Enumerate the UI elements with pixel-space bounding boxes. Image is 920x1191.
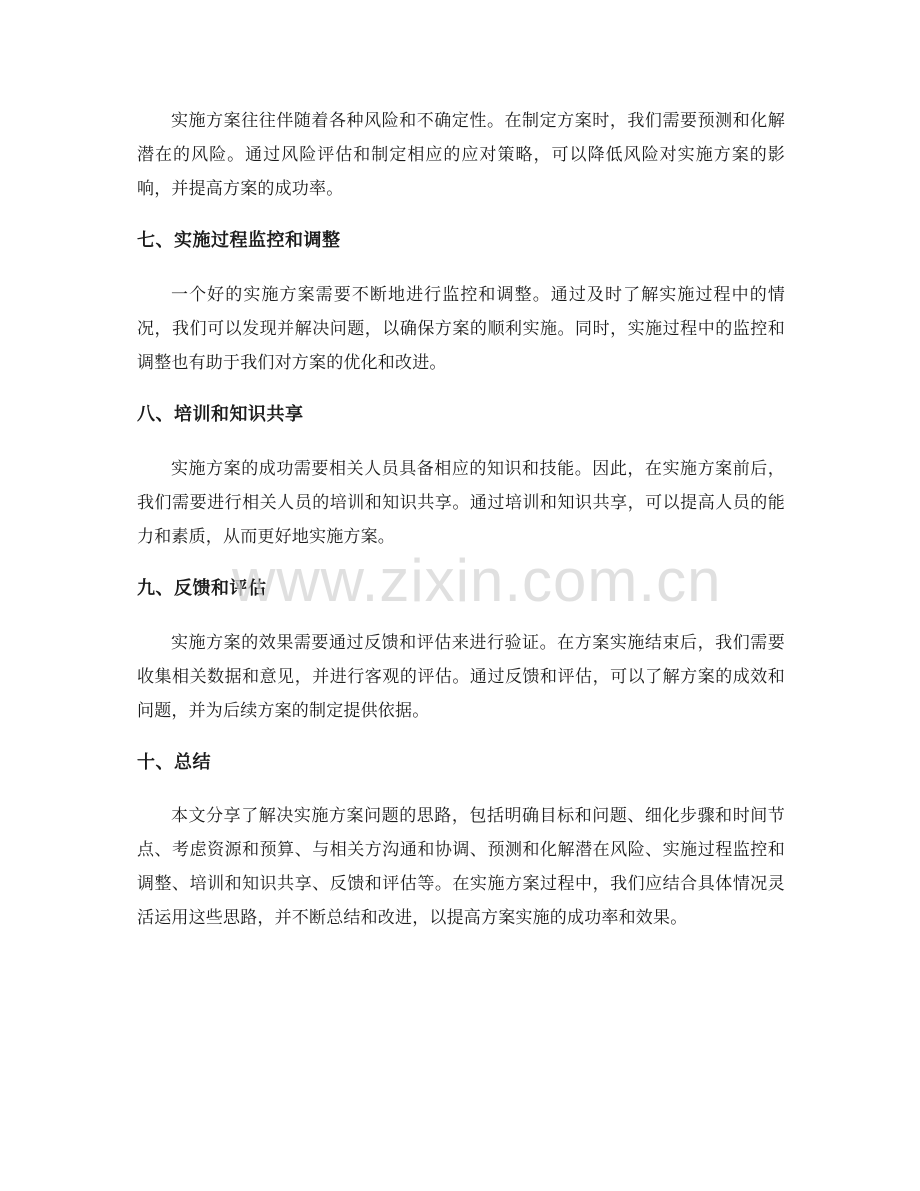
section-9 xyxy=(137,574,785,604)
intro-block xyxy=(137,104,785,206)
section-8-body xyxy=(137,452,785,554)
section-7 xyxy=(137,226,785,256)
section-10 xyxy=(137,748,785,778)
section-heading: 七、实施过程监控和调整 xyxy=(137,230,341,251)
intro-paragraph: 实施方案往往伴随着各种风险和不确定性。在制定方案时，我们需要预测和化解潜在的风险。通过风险评估和制定相应的应对策略，可以降低风险对实施方案的影响，并提高方案的成功率。 xyxy=(137,111,785,199)
section-paragraph: 本文分享了解决实施方案问题的思路，包括明确目标和问题、细化步骤和时间节点、考虑资源和预算、与相关方沟通和协调、预测和化解潜在风险、实施过程监控和调整、培训和知识共享、反馈和评估等。在实施方案过程中，我们应结合具体情况灵活运用这些思路，并不断总结和改进，以提高方案实施的成功率和效果。 xyxy=(137,806,785,928)
section-8 xyxy=(137,400,785,430)
section-heading: 十、总结 xyxy=(137,752,211,773)
section-7-body xyxy=(137,278,785,380)
section-heading: 八、培训和知识共享 xyxy=(137,404,304,425)
watermark: www.zixin.com.cn xyxy=(232,547,722,614)
section-heading: 九、反馈和评估 xyxy=(137,578,267,599)
section-10-body xyxy=(137,799,785,935)
section-paragraph: 实施方案的成功需要相关人员具备相应的知识和技能。因此，在实施方案前后，我们需要进行相关人员的培训和知识共享。通过培训和知识共享，可以提高人员的能力和素质，从而更好地实施方案。 xyxy=(137,459,785,547)
section-paragraph: 实施方案的效果需要通过反馈和评估来进行验证。在方案实施结束后，我们需要收集相关数据和意见，并进行客观的评估。通过反馈和评估，可以了解方案的成效和问题，并为后续方案的制定提供依据。 xyxy=(137,633,785,721)
section-paragraph: 一个好的实施方案需要不断地进行监控和调整。通过及时了解实施过程中的情况，我们可以发现并解决问题，以确保方案的顺利实施。同时，实施过程中的监控和调整也有助于我们对方案的优化和改进。 xyxy=(137,285,785,373)
section-9-body xyxy=(137,626,785,728)
